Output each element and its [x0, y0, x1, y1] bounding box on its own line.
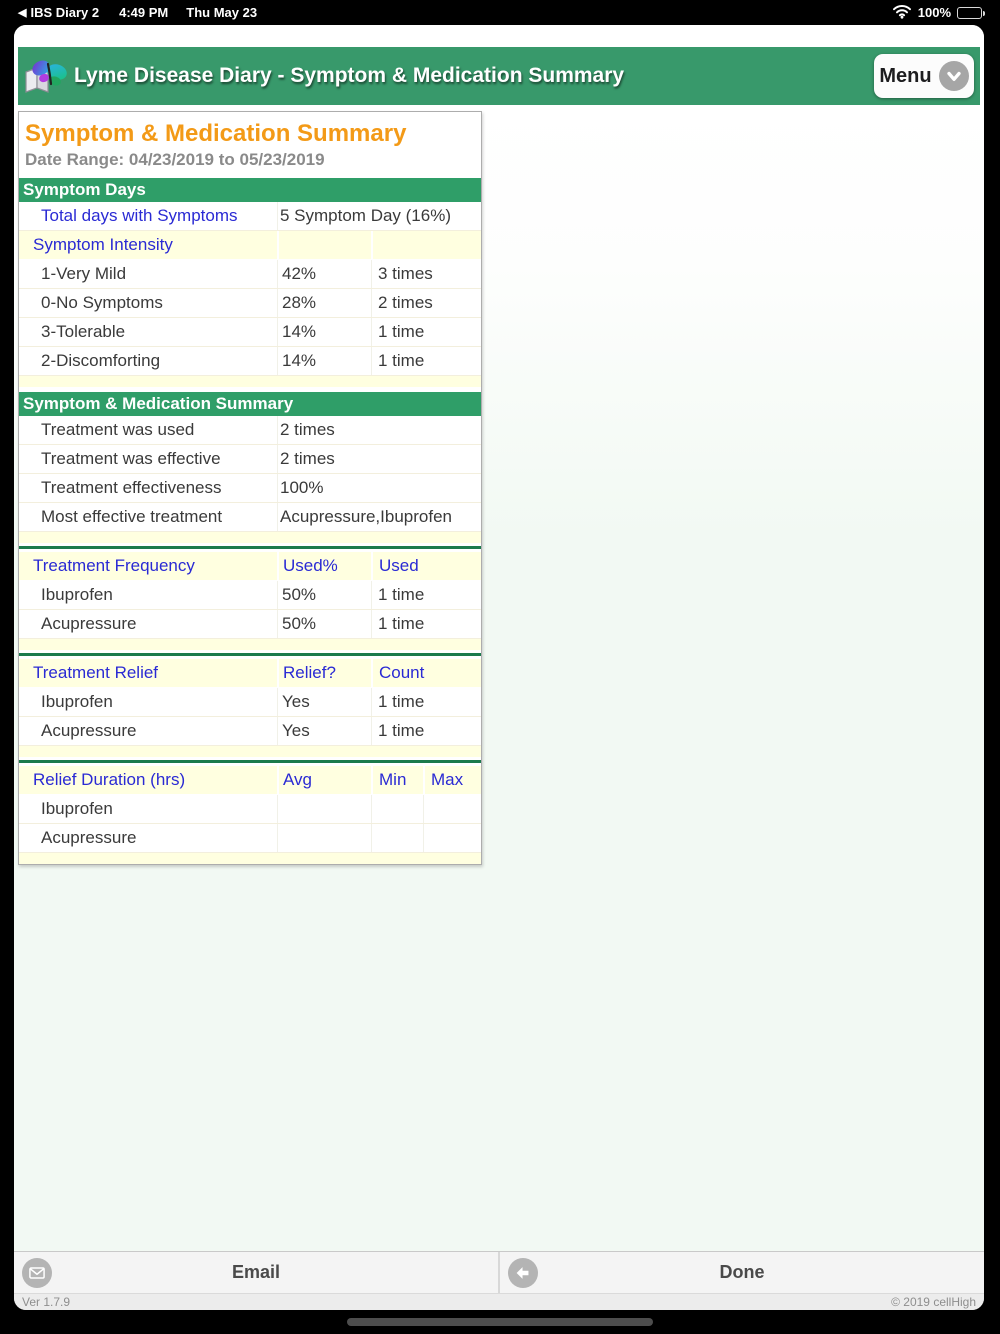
- duration-max: [423, 795, 481, 823]
- intensity-percent: 14%: [277, 318, 371, 346]
- battery-icon: [957, 7, 982, 19]
- treatment-name: Acupressure: [41, 614, 137, 633]
- med-summary-value: 100%: [277, 474, 481, 502]
- duration-avg-header: Avg: [277, 766, 371, 794]
- table-row: [19, 717, 481, 746]
- relief-question-header: Relief?: [277, 659, 371, 687]
- report-content: [14, 105, 984, 1251]
- table-row: [19, 318, 481, 347]
- duration-avg: [277, 795, 371, 823]
- back-to-app-link[interactable]: [18, 5, 99, 20]
- intensity-count: 2 times: [371, 289, 481, 317]
- done-button-label: Done: [719, 1262, 765, 1282]
- frequency-header: Treatment Frequency: [19, 552, 277, 580]
- app-header-zone: [14, 25, 984, 105]
- duration-min-header: Min: [371, 766, 423, 794]
- treatment-used-count: 1 time: [371, 610, 481, 638]
- back-triangle-icon: ◀: [18, 7, 27, 19]
- duration-min: [371, 795, 423, 823]
- version-strip: [14, 1293, 984, 1310]
- table-row: [19, 260, 481, 289]
- duration-avg: [277, 824, 371, 852]
- table-row: [19, 416, 481, 445]
- email-button[interactable]: [14, 1252, 498, 1293]
- copyright: © 2019 cellHigh: [891, 1295, 976, 1309]
- treatment-relief-count: 1 time: [371, 688, 481, 716]
- duration-header: Relief Duration (hrs): [19, 766, 277, 794]
- treatment-name: Ibuprofen: [41, 799, 113, 818]
- table-row: [19, 289, 481, 318]
- app-version: Ver 1.7.9: [22, 1295, 71, 1309]
- section-spacer: [19, 376, 481, 387]
- section-header-symptom-days: Symptom Days: [19, 178, 481, 202]
- med-summary-value: 2 times: [277, 445, 481, 473]
- table-row: [19, 824, 481, 853]
- frequency-used-header: Used: [371, 552, 481, 580]
- table-row: [19, 610, 481, 639]
- med-summary-label: Treatment effectiveness: [41, 478, 222, 497]
- app-title: Lyme Disease Diary - Symptom & Medication Summary: [74, 64, 625, 87]
- status-date: Thu May 23: [186, 5, 258, 20]
- relief-header: Treatment Relief: [19, 659, 277, 687]
- report-title: Symptom & Medication Summary: [25, 120, 407, 147]
- duration-max: [423, 824, 481, 852]
- status-bar: [0, 0, 1000, 25]
- intensity-percent: 14%: [277, 347, 371, 375]
- intensity-count: 3 times: [371, 260, 481, 288]
- app-header: [18, 47, 980, 105]
- med-summary-label: Treatment was effective: [41, 449, 221, 468]
- chevron-down-icon: [939, 61, 969, 91]
- back-app-name: IBS Diary 2: [30, 5, 100, 20]
- table-row: [19, 688, 481, 717]
- intensity-count: 1 time: [371, 347, 481, 375]
- treatment-used-count: 1 time: [371, 581, 481, 609]
- section-header-med-summary: Symptom & Medication Summary: [19, 392, 481, 416]
- treatment-name: Ibuprofen: [41, 692, 113, 711]
- menu-button-label: Menu: [879, 64, 932, 87]
- battery-percent: 100%: [917, 5, 951, 20]
- app-window: [14, 25, 984, 1310]
- med-summary-label: Treatment was used: [41, 420, 195, 439]
- treatment-name: Acupressure: [41, 721, 137, 740]
- relief-count-header: Count: [371, 659, 481, 687]
- intensity-label: 3-Tolerable: [41, 322, 126, 341]
- menu-button[interactable]: [874, 54, 974, 98]
- table-row: [19, 503, 481, 532]
- intensity-header-row: [19, 231, 481, 260]
- treatment-relief-answer: Yes: [277, 717, 371, 745]
- table-row: [19, 474, 481, 503]
- treatment-used-pct: 50%: [277, 610, 371, 638]
- table-row: [19, 795, 481, 824]
- duration-min: [371, 824, 423, 852]
- treatment-relief-count: 1 time: [371, 717, 481, 745]
- status-time: 4:49 PM: [119, 5, 169, 20]
- treatment-name: Ibuprofen: [41, 585, 113, 604]
- total-days-label[interactable]: Total days with Symptoms: [41, 206, 238, 225]
- intensity-label: 1-Very Mild: [41, 264, 127, 283]
- duration-header-row: [19, 766, 481, 795]
- wifi-icon: [892, 4, 912, 22]
- done-button[interactable]: [498, 1252, 984, 1293]
- intensity-label: 2-Discomforting: [41, 351, 161, 370]
- total-days-value: 5 Symptom Day (16%): [277, 202, 481, 230]
- intensity-count: 1 time: [371, 318, 481, 346]
- app-logo-book-butterfly-icon: [24, 56, 70, 96]
- treatment-used-pct: 50%: [277, 581, 371, 609]
- table-row: [19, 347, 481, 376]
- intensity-percent: 42%: [277, 260, 371, 288]
- home-indicator[interactable]: [347, 1318, 653, 1326]
- duration-max-header: Max: [423, 766, 481, 794]
- bottom-toolbar: [14, 1251, 984, 1293]
- table-row: [19, 445, 481, 474]
- relief-header-row: [19, 659, 481, 688]
- table-row: [19, 202, 481, 231]
- intensity-header-label: Symptom Intensity: [19, 231, 277, 259]
- med-summary-value: Acupressure,Ibuprofen: [277, 503, 481, 531]
- frequency-header-row: [19, 552, 481, 581]
- treatment-name: Acupressure: [41, 828, 137, 847]
- table-row: [19, 581, 481, 610]
- treatment-relief-answer: Yes: [277, 688, 371, 716]
- frequency-used-pct-header: Used%: [277, 552, 371, 580]
- email-button-label: Email: [231, 1262, 281, 1282]
- report-date-range: Date Range: 04/23/2019 to 05/23/2019: [25, 150, 325, 169]
- intensity-label: 0-No Symptoms: [41, 293, 163, 312]
- med-summary-label: Most effective treatment: [41, 507, 223, 526]
- summary-panel: [18, 111, 482, 865]
- intensity-percent: 28%: [277, 289, 371, 317]
- med-summary-value: 2 times: [277, 416, 481, 444]
